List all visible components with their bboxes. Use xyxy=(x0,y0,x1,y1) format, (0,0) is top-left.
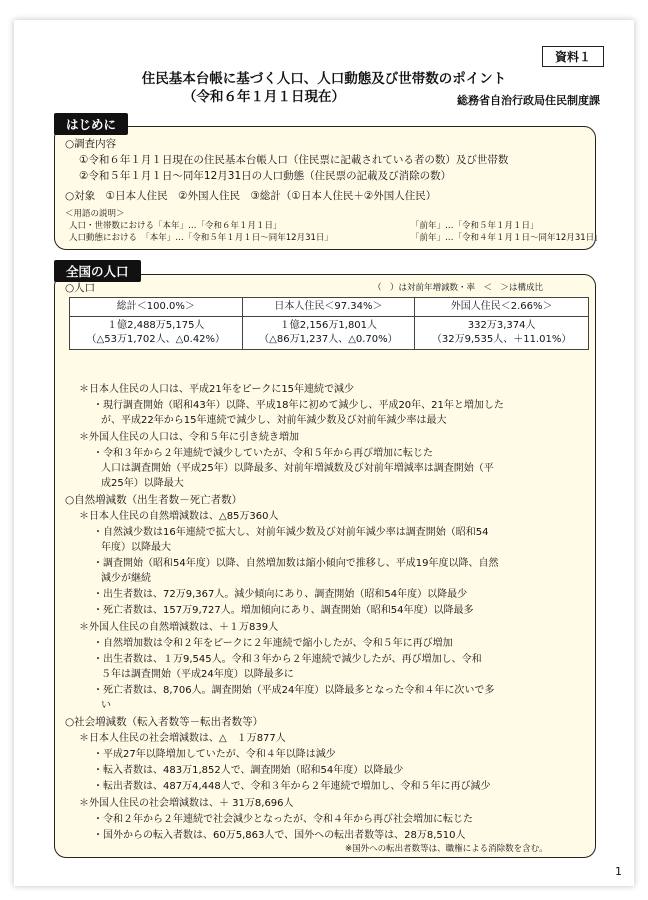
footnote: ※国外への転出者数等は、職権による消除数を含む。 xyxy=(345,844,548,854)
natural-change-heading: ○自然増減数（出生者数－死亡者数） xyxy=(65,494,243,506)
target-line: ○対象 ①日本人住民 ②外国人住民 ③総計（①日本人住民＋②外国人住民） xyxy=(65,190,437,202)
cell-japanese xyxy=(242,317,415,350)
population-heading: ○人口 xyxy=(65,282,96,294)
japanese-value: １億2,156万1,801人 xyxy=(279,320,378,331)
line: ＊日本人住民の人口は、平成21年をピークに15年連続で減少 xyxy=(79,384,355,395)
survey-item-2: ②令和５年１月１日～同年12月31日の人口動態（住民票の記載及び消除の数） xyxy=(79,170,452,182)
japanese-change: （△86万1,237人、△0.70%） xyxy=(259,334,398,345)
line: い xyxy=(101,700,111,711)
department-name: 総務省自治行政局住民制度課 xyxy=(457,94,600,107)
line: ・令和２年から２年連続で社会減少となったが、令和４年から再び社会増加に転じた xyxy=(93,814,473,825)
line: ＊日本人住民の自然増減数は、△85万360人 xyxy=(79,511,279,522)
total-change: （△53万1,702人、△0.42%） xyxy=(86,334,226,345)
line: 人口は調査開始（平成25年）以降最多、対前年増減数及び対前年増減率は調査開始（平 xyxy=(101,463,494,474)
line: ・令和３年から２年連続で減少していたが、令和５年から再び増加に転じた xyxy=(93,448,433,459)
line: ・現行調査開始（昭和43年）以降、平成18年に初めて減少し、平成20年、21年と増加した xyxy=(93,400,504,411)
line: ・転出者数は、487万4,448人で、令和３年から２年連続で増加し、令和５年に再び減少 xyxy=(93,781,491,792)
page-number: 1 xyxy=(615,865,622,878)
title-line-2: （令和６年１月１日現在） xyxy=(183,89,345,105)
header-japanese: 日本人住民＜97.34%＞ xyxy=(242,298,415,317)
cell-total xyxy=(70,317,243,350)
line: ＊日本人住民の社会増減数は、△ １万877人 xyxy=(79,733,286,744)
line: ・死亡者数は、8,706人。調査開始（平成24年度）以降最多となった令和４年に次いで多 xyxy=(93,685,495,696)
line: ・出生者数は、72万9,367人。減少傾向にあり、調査開始（昭和54年度）以降最少 xyxy=(93,589,468,600)
social-change-heading: ○社会増減数（転入者数等－転出者数等） xyxy=(65,716,264,728)
line: ・死亡者数は、157万9,727人。増加傾向にあり、調査開始（昭和54年度）以降最多 xyxy=(93,605,474,616)
line: ・転入者数は、483万1,852人で、調査開始（昭和54年度）以降最少 xyxy=(93,765,404,776)
national-section-label: 全国の人口 xyxy=(54,260,141,282)
intro-box xyxy=(54,126,603,250)
line: 年度）以降最大 xyxy=(101,542,171,553)
line: 成25年）以降最大 xyxy=(101,478,184,489)
population-table xyxy=(69,297,589,350)
table-row xyxy=(70,317,589,350)
line: ・平成27年以降増加していたが、令和４年以降は減少 xyxy=(93,749,336,760)
line: ＊外国人住民の社会増減数は、＋ 31万8,696人 xyxy=(79,798,294,809)
line: ・出生者数は、１万9,545人。令和３年から２年連続で減少したが、再び増加し、令和 xyxy=(93,654,482,665)
terms-row-1-right: 「前年」…「令和５年１月１日」 xyxy=(411,221,539,231)
foreign-value: 332万3,374人 xyxy=(467,320,536,331)
total-value: １億2,488万5,175人 xyxy=(107,320,205,331)
line: ＊外国人住民の人口は、令和５年に引き続き増加 xyxy=(79,432,299,443)
document-tag: 資料１ xyxy=(542,46,604,67)
survey-item-1: ①令和６年１月１日現在の住民基本台帳人口（住民票に記載されている者の数）及び世帯数 xyxy=(79,154,509,166)
terms-row-1-left: 人口・世帯数における「本年」…「令和６年１月１日」 xyxy=(69,221,282,231)
terms-row-2-left: 人口動態における 「本年」…「令和５年１月１日～同年12月31日」 xyxy=(69,233,333,243)
line: ・国外からの転入者数は、60万5,863人で、国外への転出者数等は、28万8,510人 xyxy=(93,830,466,841)
foreign-change: （32万9,535人、＋11.01%） xyxy=(431,334,572,345)
table-legend: （ ）は対前年増減数・率 ＜ ＞は構成比 xyxy=(373,283,544,293)
header-total: 総計＜100.0%＞ xyxy=(70,298,243,317)
survey-heading: ○調査内容 xyxy=(65,138,117,150)
line: ５年は調査開始（平成24年度）以降最多に xyxy=(101,669,294,680)
header-foreign: 外国人住民＜2.66%＞ xyxy=(415,298,589,317)
line: ・自然減少数は16年連続で拡大し、対前年減少数及び対前年減少率は調査開始（昭和54 xyxy=(93,527,489,538)
cell-foreign xyxy=(415,317,589,350)
line: ＊外国人住民の自然増減数は、＋１万839人 xyxy=(79,622,279,633)
line: ・調査開始（昭和54年度）以降、自然増加数は縮小傾向で推移し、平成19年度以降、自然 xyxy=(93,558,499,569)
table-header-row xyxy=(70,298,589,317)
line: ・自然増加数は令和２年をピークに２年連続で縮小したが、令和５年に再び増加 xyxy=(93,638,453,649)
document-page xyxy=(14,20,634,886)
terms-row-2-right: 「前年」…「令和４年１月１日～同年12月31日」 xyxy=(411,233,603,243)
line: 減少が継続 xyxy=(101,573,151,584)
terms-heading: ＜用語の説明＞ xyxy=(65,209,125,219)
title-line-1: 住民基本台帳に基づく人口、人口動態及び世帯数のポイント xyxy=(141,71,507,87)
line: が、平成22年から15年連続で減少し、対前年減少数及び対前年減少率は最大 xyxy=(101,415,447,426)
national-box xyxy=(54,274,596,858)
intro-section-label: はじめに xyxy=(54,113,128,135)
